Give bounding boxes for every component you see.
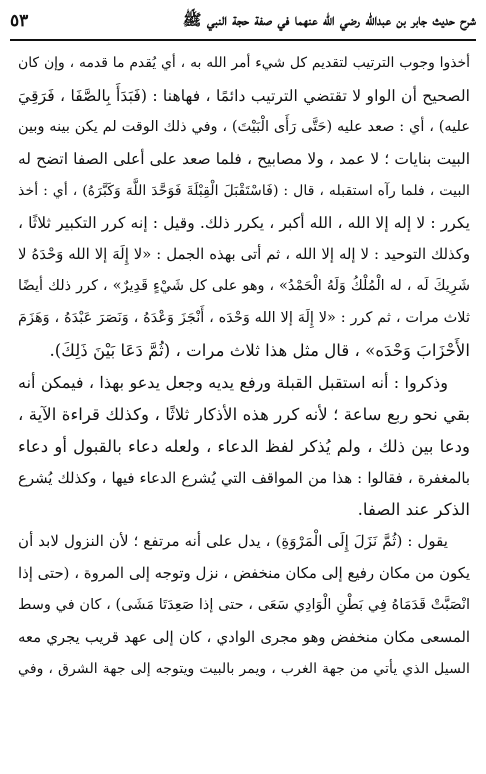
text-line: عليه) ، أي : صعد عليه (حَتَّى رَأَى الْبَيْتَ) ، وفي ذلك الوقت لم يكن بينه وبين (18, 118, 470, 135)
text-line: يكرر : لا إله إلا الله ، الله أكبر ، يكرر ذلك. وقيل : إنه كرر التكبير ثلاثًا ، (18, 213, 470, 233)
text-line: أخذوا وجوب الترتيب لتقديم كل شيء أمر الله به ، أي يُقدم ما قدمه ، وإن كان (18, 55, 470, 71)
text-line: ثلاث مرات ، ثم كرر : «لا إِلَهَ إلا الله وَحْدَه ، أَنْجَزَ وَعْدَهُ ، وَنَصَرَ عَبْدَهُ ، وَهَزَمَ (18, 310, 470, 327)
text-line: يكون من مكان رفيع إلى مكان منخفض ، نزل وتوجه إلى المروة ، (حتى إذا (18, 565, 470, 583)
body-text (18, 48, 470, 686)
text-line: بالمغفرة ، فقالوا : هذا من المواقف التي يُشرع الدعاء فيها ، وكذلك يُشرع (18, 469, 470, 487)
text-line: الذكر عند الصفا. (357, 500, 470, 520)
text-line: بقي نحو ربع ساعة ؛ لأنه كرر هذه الأذكار ثلاثًا ، وكذلك قراءة الآية ، (18, 404, 470, 424)
text-line: وكذلك التوحيد : لا إله إلا الله ، ثم أتى بهذه الجمل : «لا إِلَهَ إلا الله وَحْدَهُ لا (18, 246, 470, 264)
text-line: شَرِيكَ لَه ، له الْمُلْكُ وَلَهُ الْحَمْدُ» ، وهو على كل شَيْءٍ قَدِيرٌ» ، كرر ذلك أيضًا (18, 278, 470, 295)
text-line: البيت ، فلما رآه استقبله ، قال : (فَاسْتَقْبَلَ الْقِبْلَةَ فَوَحَّدَ اللَّهَ وَكَبَّرَهُ) ، أي : أخذ (18, 182, 470, 199)
text-line: الأَحْزَابَ وَحْدَه» ، قال مثل هذا ثلاث مرات ، (ثُمَّ دَعَا بَيْنَ ذَلِكَ). (49, 341, 470, 361)
text-line: الصحيح أن الواو لا تقتضي الترتيب دائمًا ، فهاهنا : (فَبَدَأَ بِالصَّفَا ، فَرَقِيَ (18, 85, 470, 105)
text-line: وذكروا : أنه استقبل القبلة ورفع يديه وجعل يدعو بهذا ، فيمكن أنه (18, 372, 448, 392)
text-line: يقول : (ثُمَّ نَزَلَ إِلَى الْمَرْوَةِ) ، يدل على أنه مرتفع ؛ لأن النزول لابد أن (18, 532, 448, 551)
header-rule (10, 39, 476, 41)
page-number: ٥٣ (10, 11, 29, 31)
text-line: السيل الذي يأتي من جهة الغرب ، ويمر بالبيت ويتوجه إلى جهة الشرق ، وفي (18, 660, 470, 677)
page-header (10, 6, 476, 36)
text-line: ودعا بين ذلك ، ولم يُذكر لفظ الدعاء ، ولعله دعاء بالقبول أو دعاء (18, 436, 470, 456)
text-line: المسعى مكان منخفض وهو مجرى الوادي ، كان إلى عهد قريب يجري معه (18, 629, 470, 647)
running-title: شرح حديث جابر بن عبدالله رضي الله عنهما في صفة حجة النبي ﷺ (182, 9, 476, 29)
text-line: البيت بنايات ؛ لا عمد ، ولا مصابيح ، فلما صعد على أعلى الصفا اتضح له (18, 149, 470, 168)
text-line: انْصَبَّتْ قَدَمَاهُ فِي بَطْنِ الْوَادِي سَعَى ، حتى إذا صَعِدَتَا مَشَى) ، كان في وسط (18, 597, 470, 614)
